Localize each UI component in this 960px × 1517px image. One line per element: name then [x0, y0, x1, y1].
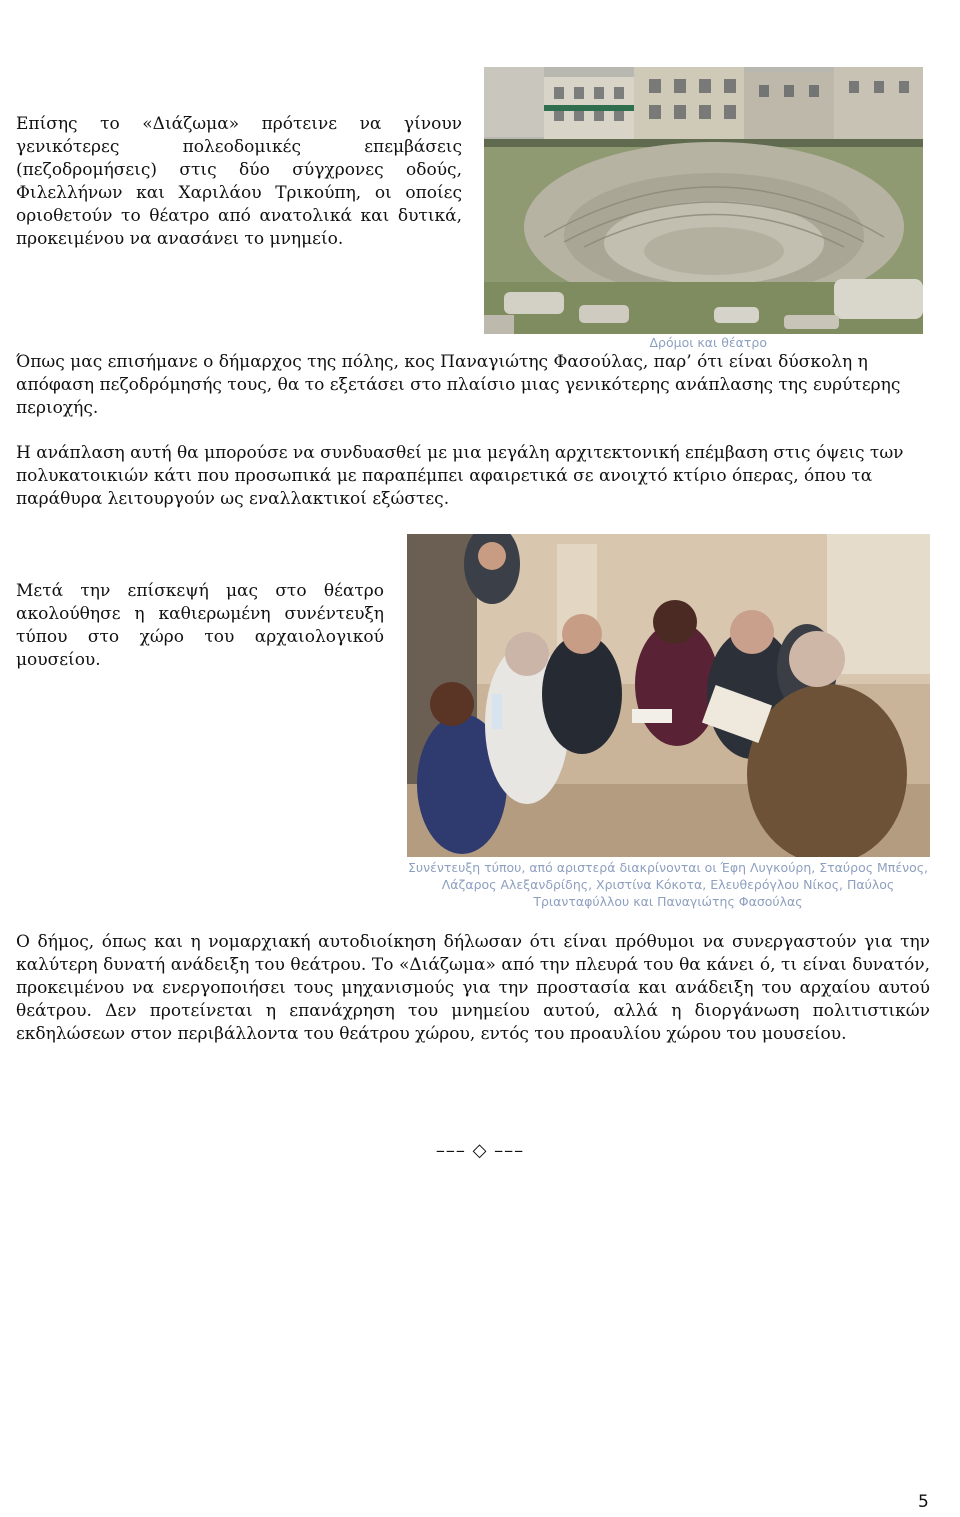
closing-paragraph: Ο δήμος, όπως και η νομαρχιακή αυτοδιοίκηση δήλωσαν ότι είναι πρόθυμοι να συνεργαστούν για την καλύτερη δυνατή ανάδειξη του θεάτρου. Το «Διάζωμα» από την πλευρά του θα κάνει ό, τι είναι δυνατόν, προκειμένου να ενεργοποιήσει τους μηχανισμούς για την προστασία και ανάδειξη του αρχαίου αυτού θεάτρου. Δεν προτείνεται η επανάχρηση του μνημείου αυτού, αλλά η διοργάνωση πολιτιστικών εκδηλώσεων στον περιβάλλοντα του θεάτρου χώρου, εντός του προαυλίου χώρου του μουσείου.	[16, 932, 930, 1044]
redevelopment-paragraph: Η ανάπλαση αυτή θα μπορούσε να συνδυασθεί με μια μεγάλη αρχιτεκτονική επέμβαση στις όψεις των πολυκατοικιών κάτι που προσωπικά με παραπέμπει αφαιρετικά σε ανοιχτό κτίριο όπερας, όπου τα παράθυρα λειτουργούν ως εναλλακτικοί εξώστες.	[16, 443, 904, 509]
page-number: 5	[918, 1492, 929, 1512]
theatre-photo-caption: Δρόμοι και θέατρο	[649, 335, 767, 350]
intro-paragraph: Επίσης το «Διάζωμα» πρότεινε να γίνουν γενικότερες πολεοδομικές επεμβάσεις (πεζοδρομήσεις) στις δύο σύγχρονες οδούς, Φιλελλήνων και Χαριλάου Τρικούπη, οι οποίες οριοθετούν το θέατρο από ανατολικά και δυτικά, προκειμένου να ανασάνει το μνημείο.	[16, 114, 462, 249]
press-conference-photo	[407, 534, 930, 857]
press-photo-caption: Συνέντευξη τύπου, από αριστερά διακρίνονται οι Έφη Λυγκούρη, Σταύρος Μπένος, Λάζαρος Αλεξανδρίδης, Χριστίνα Κόκοτα, Ελευθερόγλου Νίκος, Παύλος Τριανταφύλλου και Παναγιώτης Φασούλας	[407, 860, 929, 909]
press-conference-paragraph: Μετά την επίσκεψή μας στο θέατρο ακολούθησε η καθιερωμένη συνέντευξη τύπου στο χώρο του αρχαιολογικού μουσείου.	[16, 581, 384, 670]
section-separator: ––– ◇ –––	[435, 1140, 525, 1161]
theatre-photo	[484, 67, 923, 334]
mayor-paragraph: Όπως μας επισήμανε ο δήμαρχος της πόλης, κος Παναγιώτης Φασούλας, παρ’ ότι είναι δύσκολη η απόφαση πεζοδρόμησής τους, θα το εξετάσει στο πλαίσιο μιας γενικότερης ανάπλασης της ευρύτερης περιοχής.	[16, 352, 901, 418]
